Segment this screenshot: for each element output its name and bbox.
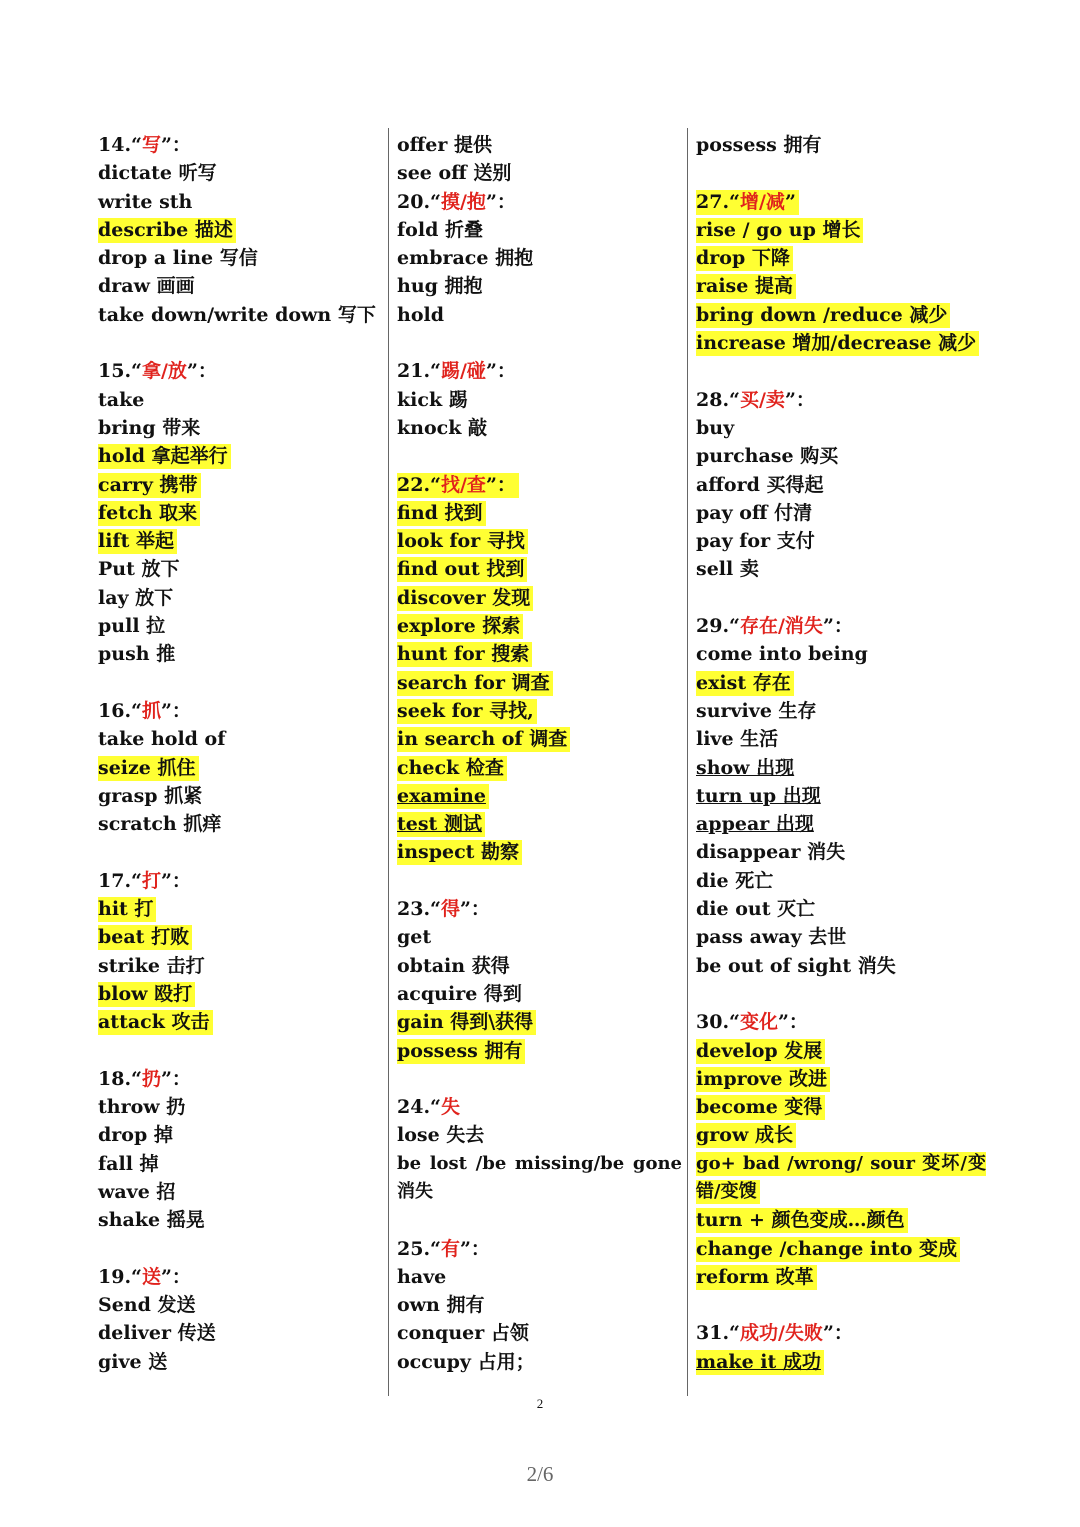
vocab-text: be out of sight 消失 [696, 954, 896, 977]
vocab-text: embrace 拥抱 [397, 247, 534, 270]
vocab-entry [98, 1291, 378, 1319]
vocab-text: check 检查 [397, 756, 507, 781]
vocab-text: increase 增加/decrease 减少 [696, 331, 979, 356]
vocab-text: lay 放下 [98, 586, 174, 609]
section-number: 25.“ [397, 1237, 441, 1260]
vocab-text: write sth [98, 190, 193, 213]
page-number: 2 [536, 1396, 544, 1411]
section-number: 19.“ [98, 1265, 142, 1288]
section-suffix: ”： [784, 388, 815, 411]
vocab-entry [98, 499, 378, 527]
vocab-entry [98, 216, 378, 244]
vocab-entry [98, 1093, 378, 1121]
section-heading [98, 697, 378, 725]
section-suffix: ”： [822, 615, 853, 638]
vocab-entry [696, 499, 986, 527]
vocab-entry [397, 1150, 682, 1207]
vocab-text: look for 寻找 [397, 529, 528, 554]
section-suffix: ”： [161, 1067, 191, 1090]
vocab-text: survive 生存 [696, 699, 817, 722]
vocab-entry [696, 329, 986, 357]
vocab-entry [397, 1121, 682, 1149]
spacer [696, 159, 986, 187]
vocab-entry [98, 584, 378, 612]
section-heading [397, 1235, 682, 1263]
spacer [397, 329, 682, 357]
vocab-entry [98, 1348, 378, 1376]
spacer [696, 584, 986, 612]
vocab-entry [98, 1319, 378, 1347]
vocab-entry [696, 952, 986, 980]
section-keyword: 买/卖 [739, 388, 785, 411]
vocab-text: have [397, 1265, 447, 1288]
vocab-text: possess 拥有 [397, 1039, 525, 1064]
section-suffix: ”： [460, 1237, 490, 1260]
vocab-text: knock 敲 [397, 416, 487, 439]
section-keyword: 增/减 [739, 190, 785, 213]
vocab-text: occupy 占用； [397, 1350, 535, 1373]
section-suffix: ”： [485, 473, 516, 496]
spacer [98, 1235, 378, 1263]
section-heading [98, 131, 378, 159]
vocab-entry [397, 810, 682, 838]
section-number: 20.“ [397, 190, 441, 213]
vocab-text: kick 踢 [397, 388, 468, 411]
section-suffix: ”： [161, 869, 191, 892]
vocab-text: give 送 [98, 1350, 168, 1373]
section-keyword: 存在/消失 [739, 615, 823, 638]
vocab-text: hug 拥抱 [397, 275, 483, 298]
vocab-entry [696, 1263, 986, 1291]
vocab-entry [98, 272, 378, 300]
vocab-text: scratch 抓痒 [98, 813, 222, 836]
section-heading [98, 357, 378, 385]
vocab-entry [397, 1348, 682, 1376]
spacer [696, 357, 986, 385]
vocab-text: shake 摇晃 [98, 1209, 205, 1232]
vocab-text: become 变得 [696, 1095, 825, 1120]
vocab-entry [696, 923, 986, 951]
section-heading [98, 867, 378, 895]
section-heading [696, 386, 986, 414]
vocab-column-3 [696, 131, 986, 1376]
vocab-entry [397, 1319, 682, 1347]
vocab-entry [397, 838, 682, 866]
section-keyword: 打 [141, 869, 161, 892]
vocab-text: seek for 寻找, [397, 699, 537, 724]
section-keyword: 摸/抱 [440, 190, 486, 213]
section-keyword: 踢/碰 [440, 360, 486, 383]
vocab-entry [397, 980, 682, 1008]
vocab-entry [397, 159, 682, 187]
section-heading [397, 1093, 682, 1121]
vocab-entry [98, 782, 378, 810]
vocab-entry [696, 669, 986, 697]
spacer [98, 329, 378, 357]
vocab-text: live 生活 [696, 728, 779, 751]
vocab-entry [98, 952, 378, 980]
vocab-text: fall 掉 [98, 1152, 159, 1175]
vocab-entry [98, 1150, 378, 1178]
vocab-entry [98, 188, 378, 216]
vocab-entry [397, 640, 682, 668]
vocab-text: turn + 颜色变成…颜色 [696, 1208, 908, 1233]
section-heading [98, 1263, 378, 1291]
section-suffix: ”： [822, 1322, 853, 1345]
vocab-entry [397, 697, 682, 725]
section-suffix: ”： [460, 898, 490, 921]
vocab-text: drop 下降 [696, 246, 793, 271]
vocab-text: disappear 消失 [696, 841, 846, 864]
vocab-text: sell 卖 [696, 558, 759, 581]
vocab-text: drop a line 写信 [98, 247, 258, 270]
vocab-entry [397, 131, 682, 159]
vocab-text: hunt for 搜索 [397, 642, 532, 667]
vocab-text: offer 提供 [397, 134, 492, 156]
vocab-text: hit 打 [98, 897, 156, 922]
section-keyword: 有 [440, 1237, 460, 1260]
section-suffix: ”： [161, 134, 191, 156]
vocab-text: pay off 付清 [696, 501, 813, 524]
vocab-entry [397, 1291, 682, 1319]
vocab-entry [696, 867, 986, 895]
vocab-text: draw 画画 [98, 275, 195, 298]
vocab-entry [696, 1150, 986, 1207]
vocab-entry [696, 640, 986, 668]
vocab-entry [696, 1121, 986, 1149]
section-number: 29.“ [696, 615, 740, 638]
vocab-text: deliver 传送 [98, 1322, 216, 1345]
vocab-text: fetch 取来 [98, 501, 200, 526]
vocab-text: take hold of [98, 728, 226, 751]
vocab-entry [98, 640, 378, 668]
section-suffix: ”： [186, 360, 217, 383]
section-heading [397, 357, 682, 385]
vocab-entry [98, 555, 378, 583]
vocab-entry [397, 386, 682, 414]
vocab-entry [397, 1008, 682, 1036]
vocab-entry [397, 923, 682, 951]
vocab-text: fold 折叠 [397, 218, 483, 241]
section-heading [696, 612, 986, 640]
vocab-entry [98, 1008, 378, 1036]
section-suffix: ” [784, 190, 796, 213]
vocab-entry [696, 471, 986, 499]
section-number: 23.“ [397, 898, 441, 921]
vocab-entry [98, 244, 378, 272]
spacer [397, 1206, 682, 1234]
vocab-entry [696, 414, 986, 442]
section-heading [397, 895, 682, 923]
section-heading [397, 471, 682, 499]
vocab-text: show 出现 [696, 756, 795, 779]
vocab-text: die out 灭亡 [696, 898, 816, 921]
vocab-entry [696, 131, 986, 159]
section-keyword: 抓 [141, 699, 161, 722]
section-number: 16.“ [98, 699, 142, 722]
vocab-entry [98, 923, 378, 951]
vocab-text: hold 拿起举行 [98, 444, 231, 469]
vocab-text: get [397, 926, 432, 949]
vocab-column-1 [98, 131, 378, 1376]
vocab-entry [98, 980, 378, 1008]
section-number: 31.“ [696, 1322, 740, 1345]
vocab-entry [696, 527, 986, 555]
vocab-entry [98, 1206, 378, 1234]
vocab-text: grow 成长 [696, 1123, 796, 1148]
vocab-text: see off 送别 [397, 162, 512, 185]
vocab-entry [397, 301, 682, 329]
vocab-text: raise 提高 [696, 274, 796, 299]
vocab-text: make it 成功 [696, 1350, 824, 1375]
vocab-entry [98, 725, 378, 753]
vocab-text: conquer 占领 [397, 1322, 529, 1345]
vocab-text: develop 发展 [696, 1039, 825, 1064]
vocab-text: purchase 购买 [696, 445, 839, 468]
vocab-entry [696, 216, 986, 244]
vocab-entry [397, 952, 682, 980]
section-number: 14.“ [98, 134, 142, 156]
column-divider [388, 128, 389, 1396]
vocab-text: find 找到 [397, 501, 486, 526]
vocab-entry [397, 499, 682, 527]
vocab-text: appear 出现 [696, 813, 814, 836]
vocab-text: take [98, 388, 145, 411]
vocab-entry [98, 471, 378, 499]
vocab-entry [98, 810, 378, 838]
vocab-entry [696, 442, 986, 470]
vocab-text: be lost /be missing/be gone 消失 [397, 1152, 682, 1202]
vocab-text: gain 得到\获得 [397, 1010, 536, 1035]
vocab-entry [397, 612, 682, 640]
vocab-entry [696, 1235, 986, 1263]
section-keyword: 送 [141, 1265, 161, 1288]
section-suffix: ”： [161, 699, 191, 722]
section-suffix: ”： [778, 1011, 808, 1034]
section-keyword: 变化 [739, 1011, 778, 1034]
vocab-entry [696, 1206, 986, 1234]
section-number: 30.“ [696, 1011, 740, 1034]
vocab-entry [98, 1178, 378, 1206]
vocab-text: throw 扔 [98, 1096, 186, 1119]
vocab-entry [696, 272, 986, 300]
section-number: 22.“ [397, 473, 441, 496]
spacer [98, 1037, 378, 1065]
vocab-entry [397, 584, 682, 612]
vocab-text: grasp 抓紧 [98, 784, 203, 807]
vocab-text: discover 发现 [397, 586, 533, 611]
vocab-entry [397, 1037, 682, 1065]
vocab-text: improve 改进 [696, 1067, 830, 1092]
vocab-entry [696, 838, 986, 866]
vocab-entry [696, 1037, 986, 1065]
section-keyword: 找/查 [440, 473, 486, 496]
vocab-text: drop 掉 [98, 1124, 173, 1147]
vocab-entry [397, 244, 682, 272]
section-heading [696, 1008, 986, 1036]
spacer [397, 867, 682, 895]
section-suffix: ”： [161, 1265, 191, 1288]
vocab-entry [397, 725, 682, 753]
section-heading [397, 188, 682, 216]
vocab-entry [696, 754, 986, 782]
vocab-text: examine [397, 784, 489, 809]
section-suffix: ”： [485, 190, 516, 213]
vocab-entry [397, 1263, 682, 1291]
vocab-text: wave 招 [98, 1180, 176, 1203]
vocab-entry [696, 697, 986, 725]
vocab-text: come into being [696, 643, 868, 666]
vocab-text: bring down /reduce 减少 [696, 303, 950, 328]
vocab-text: buy [696, 416, 735, 439]
section-keyword: 失 [440, 1096, 460, 1119]
vocab-entry [696, 725, 986, 753]
vocab-text: push 推 [98, 643, 176, 666]
spacer [397, 1065, 682, 1093]
section-number: 17.“ [98, 869, 142, 892]
vocab-text: seize 抓住 [98, 756, 199, 781]
section-keyword: 扔 [141, 1067, 161, 1090]
vocab-entry [696, 301, 986, 329]
spacer [98, 669, 378, 697]
spacer [98, 838, 378, 866]
vocab-text: explore 探索 [397, 614, 523, 639]
vocab-entry [98, 301, 378, 329]
vocab-text: blow 殴打 [98, 982, 195, 1007]
vocab-text: describe 描述 [98, 218, 236, 243]
section-number: 27.“ [696, 190, 740, 213]
vocab-text: pay for 支付 [696, 530, 815, 553]
vocab-entry [696, 1065, 986, 1093]
vocab-text: change /change into 变成 [696, 1237, 960, 1262]
section-number: 24.“ [397, 1096, 441, 1119]
section-number: 21.“ [397, 360, 441, 383]
spacer [397, 442, 682, 470]
vocab-entry [696, 244, 986, 272]
vocab-column-2 [397, 131, 682, 1376]
vocab-entry [397, 782, 682, 810]
vocab-entry [98, 527, 378, 555]
vocab-text: inspect 勘察 [397, 840, 522, 865]
vocab-entry [397, 555, 682, 583]
vocab-entry [98, 442, 378, 470]
vocab-text: attack 攻击 [98, 1010, 213, 1035]
section-number: 15.“ [98, 360, 142, 383]
section-number: 28.“ [696, 388, 740, 411]
vocab-text: reform 改革 [696, 1265, 817, 1290]
vocab-entry [696, 1093, 986, 1121]
section-keyword: 成功/失败 [739, 1322, 823, 1345]
section-heading [98, 1065, 378, 1093]
vocab-entry [98, 895, 378, 923]
spacer [696, 980, 986, 1008]
vocab-entry [696, 1348, 986, 1376]
vocab-text: find out 找到 [397, 557, 527, 582]
vocab-entry [696, 810, 986, 838]
vocab-entry [397, 669, 682, 697]
vocab-entry [696, 895, 986, 923]
vocab-text: bring 带来 [98, 416, 201, 439]
section-keyword: 写 [141, 134, 161, 156]
section-heading [696, 188, 986, 216]
vocab-entry [397, 527, 682, 555]
section-number: 18.“ [98, 1067, 142, 1090]
vocab-text: lift 举起 [98, 529, 177, 554]
vocab-text: hold [397, 303, 444, 326]
vocab-text: Put 放下 [98, 558, 180, 581]
vocab-entry [98, 1121, 378, 1149]
vocab-text: obtain 获得 [397, 954, 510, 977]
vocab-entry [397, 216, 682, 244]
vocab-entry [98, 386, 378, 414]
page-footer-counter: 2/6 [526, 1462, 554, 1486]
vocab-text: pass away 去世 [696, 926, 847, 949]
section-keyword: 拿/放 [141, 360, 187, 383]
spacer [696, 1291, 986, 1319]
vocab-text: pull 拉 [98, 615, 166, 638]
vocab-entry [397, 754, 682, 782]
vocab-entry [98, 754, 378, 782]
vocab-text: Send 发送 [98, 1294, 196, 1317]
vocab-text: exist 存在 [696, 671, 794, 696]
vocab-text: turn up 出现 [696, 784, 821, 807]
vocab-entry [397, 272, 682, 300]
vocab-text: die 死亡 [696, 869, 774, 892]
vocab-text: possess 拥有 [696, 134, 822, 156]
vocab-text: lose 失去 [397, 1124, 485, 1147]
vocab-text: afford 买得起 [696, 473, 824, 496]
vocab-text: strike 击打 [98, 954, 205, 977]
vocab-text: take down/write down 写下 [98, 303, 376, 326]
vocab-text: test 测试 [397, 812, 485, 837]
vocab-text: carry 携带 [98, 473, 201, 498]
section-heading [696, 1319, 986, 1347]
vocab-entry [397, 414, 682, 442]
vocab-text: search for 调查 [397, 671, 553, 696]
vocab-text: dictate 听写 [98, 162, 217, 185]
vocab-text: go+ bad /wrong/ sour 变坏/变错/变馊 [696, 1152, 986, 1202]
section-suffix: ”： [485, 360, 516, 383]
vocab-text: in search of 调查 [397, 727, 570, 752]
vocab-entry [98, 159, 378, 187]
section-keyword: 得 [440, 898, 460, 921]
vocab-entry [98, 612, 378, 640]
vocab-text: beat 打败 [98, 925, 192, 950]
vocab-text: own 拥有 [397, 1294, 485, 1317]
vocab-entry [98, 414, 378, 442]
vocab-text: acquire 得到 [397, 982, 522, 1005]
vocab-entry [696, 555, 986, 583]
vocab-text: rise / go up 增长 [696, 218, 863, 243]
column-divider [687, 128, 688, 1396]
vocab-entry [696, 782, 986, 810]
